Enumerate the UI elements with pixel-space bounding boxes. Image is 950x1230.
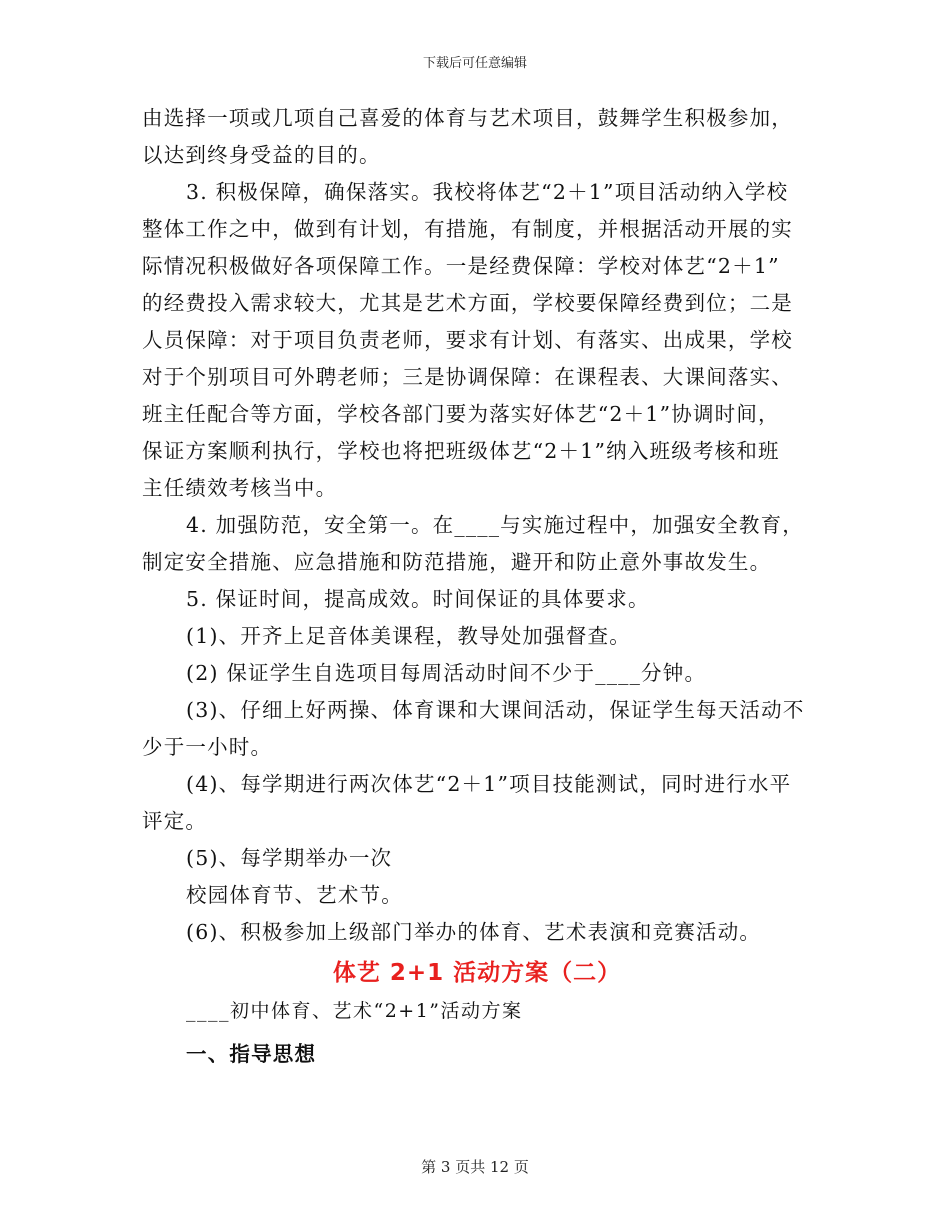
list-item: (3)、仔细上好两操、体育课和大课间活动，保证学生每天活动不 (186, 698, 805, 722)
paragraph-line: 3. 积极保障，确保落实。我校将体艺“2＋1”项目活动纳入学校 (186, 180, 789, 204)
document-body (142, 100, 812, 1073)
paragraph-line: 的经费投入需求较大，尤其是艺术方面，学校要保障经费到位；二是 (142, 291, 793, 315)
paragraph-line: 少于一小时。 (142, 735, 273, 759)
subtitle: ____初中体育、艺术“2+1”活动方案 (186, 1000, 523, 1022)
list-item: (5)、每学期举办一次 (186, 846, 393, 870)
paragraph-line: 评定。 (142, 809, 208, 833)
paragraph-line: 班主任配合等方面，学校各部门要为落实好体艺“2＋1”协调时间， (142, 402, 780, 426)
list-item: (2) 保证学生自选项目每周活动时间不少于____分钟。 (186, 661, 707, 685)
paragraph-line: 整体工作之中，做到有计划，有措施，有制度，并根据活动开展的实 (142, 217, 793, 241)
paragraph-line: 5. 保证时间，提高成效。时间保证的具体要求。 (186, 587, 650, 611)
page-footer: 第 3 页共 12 页 (421, 1158, 529, 1176)
paragraph-line: 校园体育节、艺术节。 (186, 883, 403, 907)
list-item: (6)、积极参加上级部门举办的体育、艺术表演和竞赛活动。 (186, 920, 762, 944)
paragraph-line: 4. 加强防范，安全第一。在____与实施过程中，加强安全教育， (186, 513, 804, 537)
list-item: (1)、开齐上足音体美课程，教导处加强督查。 (186, 624, 631, 648)
paragraph-line: 保证方案顺利执行，学校也将把班级体艺“2＋1”纳入班级考核和班 (142, 439, 780, 463)
paragraph-line: 际情况积极做好各项保障工作。一是经费保障：学校对体艺“2＋1” (142, 254, 780, 278)
paragraph-line: 主任绩效考核当中。 (142, 476, 338, 500)
paragraph-line: 以达到终身受益的目的。 (142, 143, 381, 167)
list-item: (4)、每学期进行两次体艺“2＋1”项目技能测试，同时进行水平 (186, 772, 792, 796)
paragraph-line: 人员保障：对于项目负责老师，要求有计划、有落实、出成果，学校 (142, 328, 793, 352)
paragraph-line: 由选择一项或几项自己喜爱的体育与艺术项目，鼓舞学生积极参加， (142, 106, 793, 130)
paragraph-line: 制定安全措施、应急措施和防范措施，避开和防止意外事故发生。 (142, 550, 772, 574)
section-title: 体艺 2+1 活动方案（二） (332, 960, 622, 986)
page-header: 下载后可任意编辑 (422, 56, 527, 71)
heading-guiding-thought: 一、指导思想 (186, 1042, 317, 1066)
paragraph-line: 对于个别项目可外聘老师；三是协调保障：在课程表、大课间落实、 (142, 365, 793, 389)
